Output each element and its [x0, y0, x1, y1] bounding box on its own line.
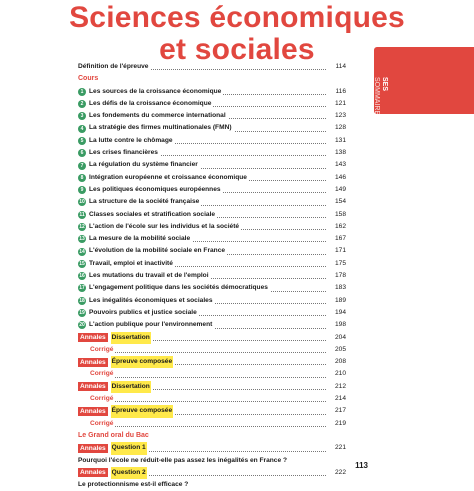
toc-row-chapter-text — [78, 122, 234, 134]
toc-row-chapter — [78, 196, 346, 208]
toc-row-chapter-page: 167 — [333, 233, 346, 245]
chapter-title: La stratégie des firmes multinationales (FMN) — [89, 124, 232, 132]
toc-row-chapter-text — [78, 172, 249, 184]
toc-row-chapter-page: 162 — [333, 221, 346, 233]
chapter-number-badge: 13 — [79, 236, 85, 243]
toc-row-chapter-page: 121 — [333, 98, 346, 110]
toc-row-annales-text — [78, 332, 153, 344]
toc-row-chapter-text — [78, 221, 241, 233]
toc-row-chapter-page: 131 — [333, 135, 346, 147]
section-heading-grand-oral: Le Grand oral du Bac — [78, 431, 149, 439]
annales-title: Dissertation — [111, 332, 151, 344]
toc-row-chapter — [78, 98, 346, 110]
toc-row-corrige-page: 214 — [333, 393, 346, 405]
toc-row-chapter-text — [78, 233, 192, 245]
toc-row-chapter-text — [78, 196, 201, 208]
toc-row-chapter-page: 189 — [333, 295, 346, 307]
toc-row-chapter — [78, 184, 346, 196]
side-tab-text — [372, 77, 388, 115]
page-title-line-2: et sociales — [159, 33, 315, 66]
chapter-number-badge: 12 — [79, 224, 85, 230]
chapter-title: Les inégalités économiques et sociales — [89, 296, 213, 304]
chapter-number-badge: 18 — [79, 297, 85, 304]
toc-row-chapter-page: 146 — [333, 172, 346, 184]
toc-row-chapter-text — [78, 258, 175, 270]
chapter-number-badge: 1 — [78, 88, 86, 96]
toc-row-chapter-text — [78, 295, 215, 307]
corrige-label: Corrigé — [90, 419, 114, 427]
toc-row-chapter — [78, 209, 346, 221]
toc-row-chapter-page: 171 — [333, 245, 346, 257]
toc-row-chapter-text — [78, 209, 217, 221]
chapter-title: Travail, emploi et inactivité — [89, 259, 173, 267]
oral-question-text: Pourquoi l'école ne réduit-elle pas assez les inégalités en France ? — [78, 456, 287, 464]
toc-row-corrige — [78, 344, 346, 356]
toc-row-chapter — [78, 233, 346, 245]
chapter-number-badge: 2 — [78, 100, 86, 108]
chapter-number-badge: 9 — [78, 186, 86, 194]
toc-row-annales — [78, 405, 346, 417]
toc-row-annales-page: 208 — [333, 356, 346, 368]
toc-row-chapter-text — [78, 307, 199, 319]
toc-row-chapter — [78, 270, 346, 282]
chapter-title: Intégration européenne et croissance économique — [89, 173, 247, 181]
toc-row-chapter-page: 158 — [333, 209, 346, 221]
toc-row-annales-page: 217 — [333, 405, 346, 417]
chapter-title: L'action publique pour l'environnement — [89, 321, 213, 329]
chapter-number-badge: 11 — [79, 211, 85, 218]
toc-row-corrige — [78, 418, 346, 430]
toc-row-chapter — [78, 147, 346, 159]
toc-row-chapter — [78, 110, 346, 122]
toc-row-chapter-page: 128 — [333, 122, 346, 134]
toc-row-chapter — [78, 245, 346, 257]
toc-row-annales-text — [78, 356, 175, 368]
toc-row-chapter-page: 149 — [333, 184, 346, 196]
chapter-number-badge: 17 — [79, 285, 85, 292]
chapter-number-badge: 19 — [79, 310, 85, 317]
chapter-title: Les défis de la croissance économique — [89, 99, 212, 107]
chapter-number-badge: 16 — [79, 273, 85, 280]
annales-tag: Annales — [80, 383, 106, 391]
toc-row-chapter — [78, 295, 346, 307]
toc-row-chapter-page: 143 — [333, 159, 346, 171]
toc-row-corrige-text — [78, 368, 115, 380]
toc-row-chapter-text — [78, 270, 211, 282]
chapter-title: Les crises financières — [89, 149, 158, 157]
annales-tag: Annales — [80, 358, 106, 366]
toc-row-chapter — [78, 307, 346, 319]
chapter-number-badge: 14 — [79, 248, 85, 255]
toc-row-chapter-page: 183 — [333, 282, 346, 294]
chapter-title: Les fondements du commerce international — [89, 112, 226, 120]
toc-row-chapter-text — [78, 159, 200, 171]
toc-row-corrige-text — [78, 418, 115, 430]
toc-row-definition — [78, 61, 346, 73]
corrige-label: Corrigé — [90, 370, 114, 378]
section-heading-cours: Cours — [78, 75, 99, 83]
corrige-label: Corrigé — [90, 395, 114, 403]
page-title-line-1: Sciences économiques — [69, 1, 405, 34]
toc-row-chapter-page: 175 — [333, 258, 346, 270]
chapter-title: La mesure de la mobilité sociale — [89, 235, 191, 243]
toc-row-chapter-text — [78, 147, 160, 159]
cours-list — [78, 86, 346, 332]
toc-row-corrige — [78, 393, 346, 405]
toc-row-annales — [78, 381, 346, 393]
toc-row-chapter — [78, 319, 346, 331]
chapter-number-badge: 7 — [78, 162, 86, 170]
toc-row-chapter — [78, 258, 346, 270]
chapter-number-badge: 5 — [78, 137, 86, 145]
chapter-title: La structure de la société française — [89, 198, 200, 206]
chapter-title: Les mutations du travail et de l'emploi — [89, 272, 209, 280]
toc-row-annales-page: 204 — [333, 332, 346, 344]
toc-row-chapter — [78, 282, 346, 294]
page-number: 113 — [355, 461, 368, 470]
chapter-title: Les politiques économiques européennes — [89, 185, 221, 193]
toc-row-annales — [78, 332, 346, 344]
annales-tag: Annales — [80, 407, 106, 415]
chapter-title: Les sources de la croissance économique — [89, 87, 222, 95]
toc-row-corrige-page: 219 — [333, 418, 346, 430]
chapter-number-badge: 8 — [78, 174, 86, 182]
chapter-title: L'évolution de la mobilité sociale en France — [89, 247, 226, 255]
toc-row-chapter-text — [78, 184, 223, 196]
chapter-title: Classes sociales et stratification sociale — [89, 210, 216, 218]
chapter-title: La lutte contre le chômage — [89, 136, 173, 144]
side-tab-code: SES — [381, 77, 388, 92]
annales-tag: Annales — [80, 444, 106, 452]
corrige-label: Corrigé — [90, 345, 114, 353]
toc-row-chapter-text — [78, 110, 228, 122]
toc-row-chapter-text — [78, 282, 270, 294]
table-of-contents — [78, 61, 346, 491]
toc-row-oral-question — [78, 442, 346, 454]
toc-row-oral-question — [78, 467, 346, 479]
toc-row-chapter — [78, 86, 346, 98]
section-side-tab — [374, 47, 474, 114]
side-tab-sub: SOMMAIRE — [373, 77, 380, 116]
toc-row-chapter — [78, 172, 346, 184]
toc-row-chapter — [78, 122, 346, 134]
toc-row-corrige-page: 210 — [333, 368, 346, 380]
chapter-number-badge: 15 — [79, 260, 85, 267]
toc-row-chapter — [78, 159, 346, 171]
oral-question-text: Le protectionnisme est-il efficace ? — [78, 481, 189, 489]
toc-row-chapter-page: 116 — [333, 86, 346, 98]
toc-row-chapter-page: 178 — [333, 270, 346, 282]
toc-row-annales-page: 212 — [333, 381, 346, 393]
toc-row-corrige-page: 205 — [333, 344, 346, 356]
toc-row-corrige — [78, 368, 346, 380]
chapter-title: L'engagement politique dans les sociétés démocratiques — [89, 284, 268, 292]
chapter-title: L'action de l'école sur les individus et la société — [89, 222, 240, 230]
chapter-number-badge: 4 — [78, 125, 86, 133]
toc-definition-label: Définition de l'épreuve — [78, 61, 150, 73]
toc-row-chapter-text — [78, 135, 175, 147]
toc-row-oral-question-page: 221 — [333, 442, 346, 454]
toc-row-oral-question-text — [78, 467, 149, 479]
toc-definition-page: 114 — [333, 61, 346, 73]
toc-row-chapter-page: 138 — [333, 147, 346, 159]
annales-tag: Annales — [80, 469, 106, 477]
annales-title: Épreuve composée — [111, 356, 173, 368]
annales-title: Dissertation — [111, 381, 151, 393]
toc-row-chapter-text — [78, 319, 214, 331]
toc-row-corrige-text — [78, 393, 115, 405]
annales-tag: Annales — [80, 334, 106, 342]
annales-title: Épreuve composée — [111, 405, 173, 417]
toc-row-chapter-page: 198 — [333, 319, 346, 331]
chapter-title: Pouvoirs publics et justice sociale — [89, 308, 197, 316]
chapter-number-badge: 20 — [79, 322, 85, 329]
toc-row-annales-text — [78, 381, 153, 393]
annales-list — [78, 332, 346, 430]
toc-row-oral-question-text — [78, 442, 149, 454]
toc-row-chapter-text — [78, 245, 227, 257]
toc-row-chapter-page: 123 — [333, 110, 346, 122]
toc-row-chapter — [78, 135, 346, 147]
chapter-number-badge: 3 — [78, 112, 86, 120]
grand-oral-list — [78, 442, 346, 491]
chapter-number-badge: 10 — [79, 199, 85, 206]
toc-row-oral-question-page: 222 — [333, 467, 346, 479]
toc-row-annales — [78, 356, 346, 368]
toc-row-chapter-text — [78, 86, 223, 98]
chapter-number-badge: 6 — [78, 149, 86, 157]
toc-row-chapter-page: 194 — [333, 307, 346, 319]
toc-row-chapter — [78, 221, 346, 233]
oral-question-label: Question 2 — [111, 467, 147, 479]
toc-row-chapter-page: 154 — [333, 196, 346, 208]
toc-row-chapter-text — [78, 98, 213, 110]
toc-row-corrige-text — [78, 344, 115, 356]
oral-question-label: Question 1 — [111, 442, 147, 454]
chapter-title: La régulation du système financier — [89, 161, 198, 169]
toc-row-annales-text — [78, 405, 175, 417]
